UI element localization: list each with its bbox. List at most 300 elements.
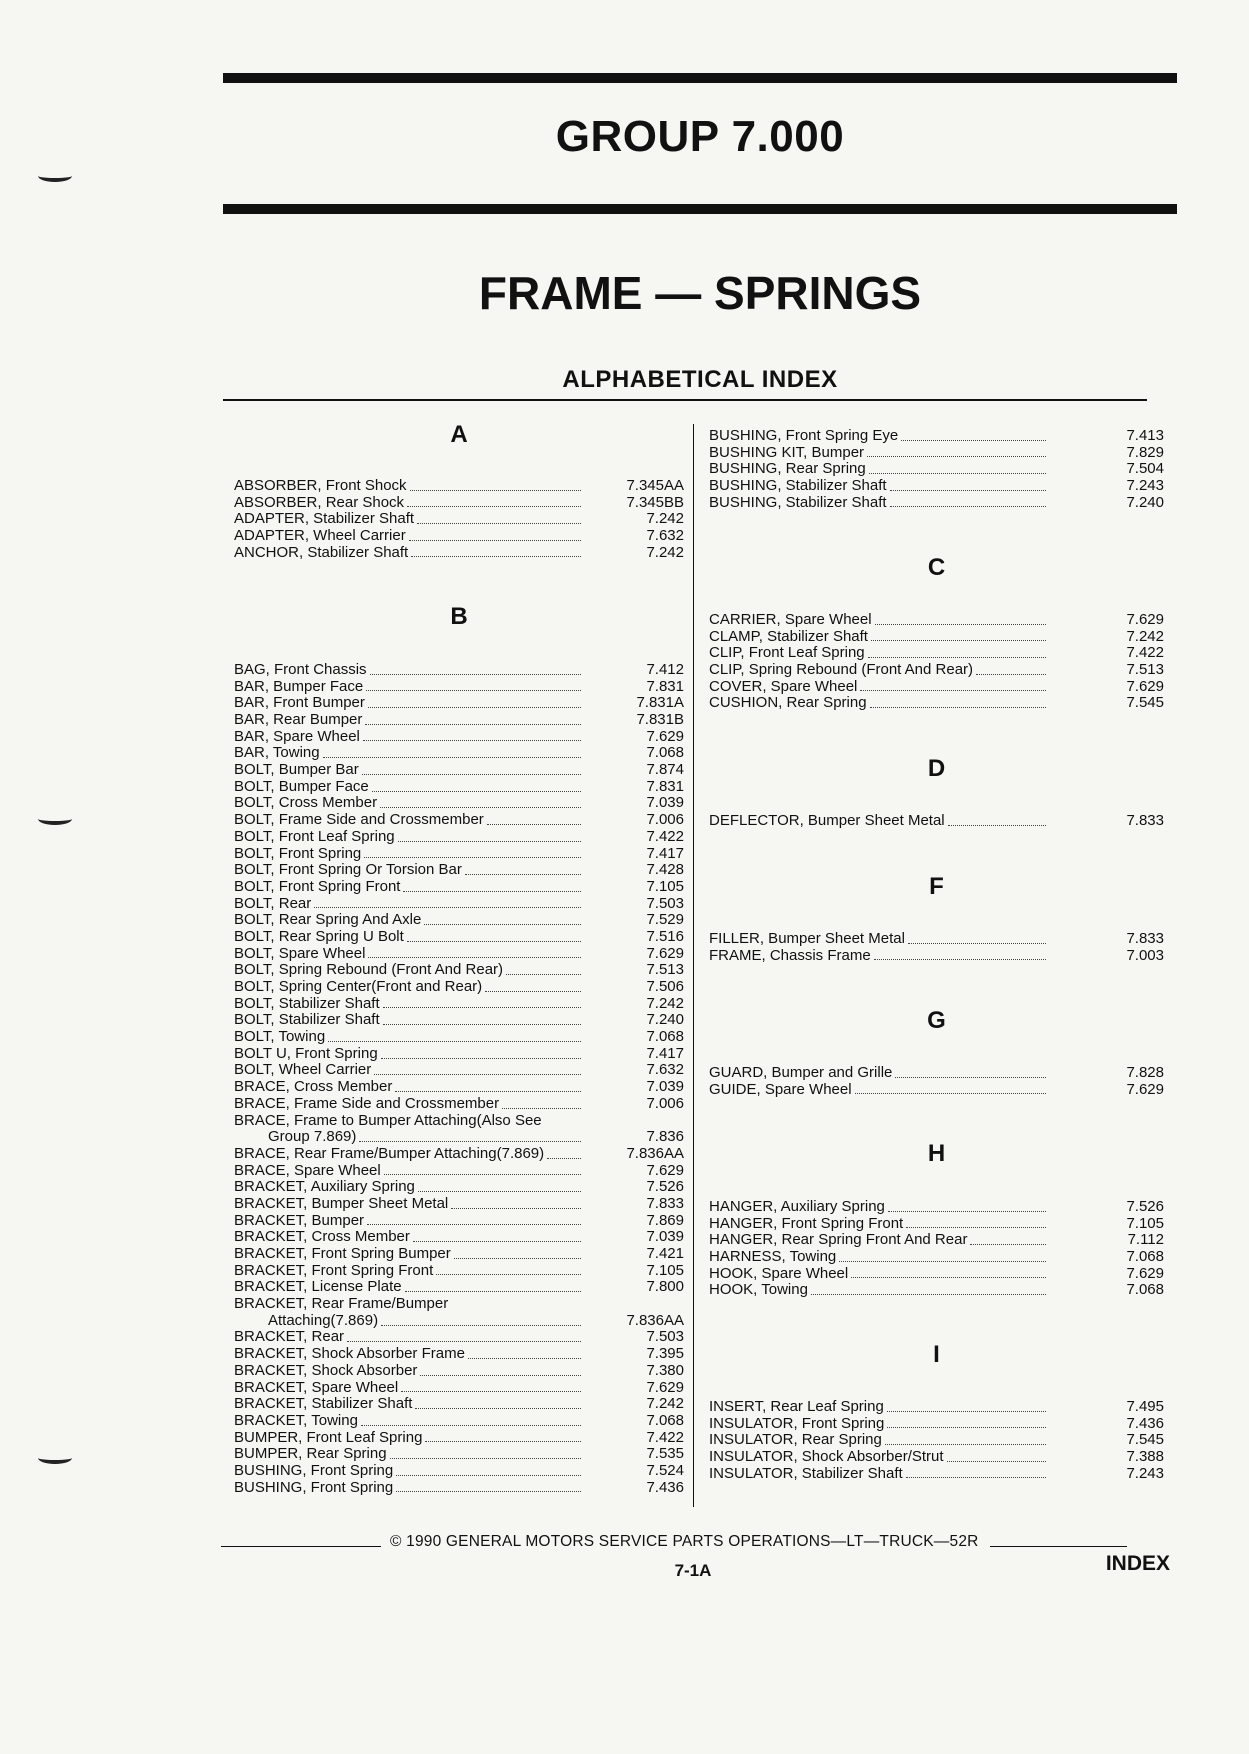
entry-group-number: 7.242 (1126, 627, 1164, 645)
entry-group-number: 7.836AA (626, 1144, 684, 1162)
entry-part-name: BUMPER, Rear Spring (234, 1445, 387, 1463)
entry-part-name: BRACKET, Bumper Sheet Metal (234, 1194, 449, 1212)
index-entry (234, 1413, 684, 1430)
index-entry (709, 1432, 1164, 1449)
section-entries-f (709, 931, 1164, 964)
entry-group-number: 7.068 (1126, 1248, 1164, 1266)
entry-leader-dots (403, 887, 581, 892)
entry-leader-dots (396, 1487, 581, 1492)
entry-part-name: Group 7.869) (268, 1128, 357, 1146)
entry-group-number: 7.105 (646, 1261, 684, 1279)
index-entry (234, 1146, 684, 1163)
entry-group-number: 7.629 (1126, 1080, 1164, 1098)
entry-group-number: 7.242 (646, 994, 684, 1012)
entry-part-name: BOLT, Stabilizer Shaft (234, 1011, 380, 1029)
entry-group-number: 7.800 (646, 1278, 684, 1296)
entry-part-name: HOOK, Spare Wheel (709, 1264, 849, 1282)
section-entries-c (709, 612, 1164, 712)
entry-leader-dots (874, 955, 1046, 960)
index-top-rule (223, 399, 1147, 401)
entry-group-number: 7.632 (646, 1061, 684, 1079)
entry-leader-dots (487, 820, 581, 825)
entry-group-number: 7.524 (646, 1461, 684, 1479)
section-letter-g: G (927, 1007, 946, 1034)
entry-leader-dots (347, 1337, 581, 1342)
index-entry (234, 1213, 684, 1230)
entry-part-name: BRACKET, Front Spring Front (234, 1261, 434, 1279)
entry-group-number: 7.006 (646, 811, 684, 829)
entry-group-number: 7.417 (646, 844, 684, 862)
index-entry (234, 1263, 684, 1280)
entry-group-number: 7.632 (646, 527, 684, 545)
entry-leader-dots (451, 1204, 581, 1209)
section-entries-d (709, 813, 1164, 830)
entry-leader-dots (895, 1073, 1046, 1078)
footer-rule-right (990, 1546, 1127, 1547)
entry-part-name: BOLT, Front Leaf Spring (234, 827, 395, 845)
entry-part-name: BOLT, Rear Spring And Axle (234, 911, 422, 929)
entry-group-number: 7.629 (646, 1378, 684, 1396)
header-bottom-rule (223, 204, 1177, 214)
entry-leader-dots (869, 469, 1046, 474)
entry-part-name: HARNESS, Towing (709, 1248, 837, 1266)
entry-group-number: 7.629 (646, 1161, 684, 1179)
entry-leader-dots (855, 1089, 1046, 1094)
entry-group-number: 7.412 (646, 660, 684, 678)
binder-hole-mark (38, 813, 72, 825)
entry-group-number: 7.039 (646, 794, 684, 812)
entry-part-name: FILLER, Bumper Sheet Metal (709, 929, 905, 947)
entry-leader-dots (328, 1037, 581, 1042)
entry-part-name: BAR, Front Bumper (234, 694, 365, 712)
entry-part-name: BUSHING, Stabilizer Shaft (709, 493, 887, 511)
entry-leader-dots (411, 552, 581, 557)
entry-group-number: 7.828 (1126, 1063, 1164, 1081)
entry-part-name: BUSHING, Rear Spring (709, 460, 866, 478)
index-entry (709, 1249, 1164, 1266)
entry-leader-dots (398, 837, 581, 842)
entry-leader-dots (381, 1321, 581, 1326)
entry-group-number: 7.240 (1126, 493, 1164, 511)
entry-part-name: BOLT, Spring Rebound (Front And Rear) (234, 961, 504, 979)
entry-group-number: 7.535 (646, 1445, 684, 1463)
entry-group-number: 7.068 (1126, 1281, 1164, 1299)
entry-part-name: INSULATOR, Stabilizer Shaft (709, 1464, 903, 1482)
entry-group-number: 7.242 (646, 1395, 684, 1413)
index-entry (709, 1065, 1164, 1082)
index-entry (234, 1380, 684, 1397)
entry-group-number: 7.836AA (626, 1311, 684, 1329)
entry-part-name: BRACKET, Rear (234, 1328, 345, 1346)
index-entry (234, 745, 684, 762)
entry-part-name: ANCHOR, Stabilizer Shaft (234, 543, 409, 561)
entry-leader-dots (890, 502, 1046, 507)
index-entry (234, 1296, 684, 1313)
entry-part-name: BOLT, Bumper Bar (234, 761, 359, 779)
index-entry (234, 846, 684, 863)
section-letter-c: C (927, 554, 946, 581)
entry-leader-dots (454, 1254, 581, 1259)
index-entry (234, 829, 684, 846)
index-entry (234, 962, 684, 979)
index-entry (709, 948, 1164, 965)
entry-part-name: BOLT, Towing (234, 1028, 326, 1046)
entry-group-number: 7.504 (1126, 460, 1164, 478)
entry-leader-dots (405, 1287, 581, 1292)
entry-leader-dots (425, 1437, 581, 1442)
entry-part-name: BRACE, Rear Frame/Bumper Attaching(7.869) (234, 1144, 545, 1162)
index-entry (234, 679, 684, 696)
index-entry (709, 1082, 1164, 1099)
entry-group-number: 7.629 (1126, 677, 1164, 695)
entry-part-name: BUSHING, Front Spring (234, 1461, 394, 1479)
index-entry (234, 729, 684, 746)
index-entry (234, 1279, 684, 1296)
entry-leader-dots (888, 1207, 1046, 1212)
entry-part-name: BOLT, Front Spring Or Torsion Bar (234, 861, 462, 879)
entry-leader-dots (485, 987, 581, 992)
index-entry (234, 1396, 684, 1413)
index-entry (234, 1196, 684, 1213)
entry-leader-dots (323, 753, 581, 758)
entry-part-name: ABSORBER, Rear Shock (234, 493, 405, 511)
entry-leader-dots (465, 870, 581, 875)
entry-leader-dots (976, 670, 1046, 675)
index-entry (709, 1399, 1164, 1416)
entry-group-number: 7.545 (1126, 1431, 1164, 1449)
entry-group-number: 7.516 (646, 927, 684, 945)
entry-part-name: CLIP, Front Leaf Spring (709, 644, 865, 662)
entry-group-number: 7.105 (646, 877, 684, 895)
entry-part-name: ADAPTER, Stabilizer Shaft (234, 510, 415, 528)
entry-group-number: 7.629 (1126, 1264, 1164, 1282)
entry-leader-dots (362, 770, 581, 775)
section-entries-b (234, 662, 684, 1496)
entry-leader-dots (506, 970, 581, 975)
entry-part-name: BRACE, Cross Member (234, 1078, 393, 1096)
index-entry (234, 979, 684, 996)
entry-leader-dots (413, 1237, 581, 1242)
index-entry (709, 428, 1164, 445)
entry-part-name: BAR, Rear Bumper (234, 711, 363, 729)
entry-leader-dots (370, 670, 581, 675)
entry-group-number: 7.003 (1126, 946, 1164, 964)
entry-group-number: 7.421 (646, 1245, 684, 1263)
entry-leader-dots (906, 1473, 1046, 1478)
section-entries-i (709, 1399, 1164, 1482)
entry-part-name: BRACE, Frame Side and Crossmember (234, 1094, 500, 1112)
entry-group-number: 7.068 (646, 1028, 684, 1046)
entry-group-number: 7.345BB (626, 493, 684, 511)
entry-group-number: 7.428 (646, 861, 684, 879)
entry-leader-dots (361, 1421, 581, 1426)
entry-group-number: 7.833 (1126, 929, 1164, 947)
entry-leader-dots (363, 736, 581, 741)
entry-leader-dots (390, 1454, 581, 1459)
entry-leader-dots (890, 486, 1046, 491)
index-entry (234, 929, 684, 946)
entry-group-number: 7.039 (646, 1228, 684, 1246)
index-entry (234, 1096, 684, 1113)
entry-part-name: DEFLECTOR, Bumper Sheet Metal (709, 811, 945, 829)
index-subtitle: ALPHABETICAL INDEX (562, 366, 838, 393)
entry-part-name: BUSHING, Front Spring Eye (709, 426, 899, 444)
section-letter-f: F (929, 873, 944, 900)
entry-part-name: BAG, Front Chassis (234, 660, 367, 678)
entry-group-number: 7.413 (1126, 426, 1164, 444)
entry-group-number: 7.422 (646, 827, 684, 845)
section-entries-a (234, 478, 684, 561)
entry-group-number: 7.831A (636, 694, 684, 712)
entry-group-number: 7.831 (646, 777, 684, 795)
index-entry (234, 946, 684, 963)
entry-leader-dots (887, 1407, 1046, 1412)
index-entry (234, 1363, 684, 1380)
entry-leader-dots (839, 1257, 1046, 1262)
entry-part-name: BRACKET, Towing (234, 1411, 358, 1429)
section-entries-h (709, 1199, 1164, 1299)
entry-group-number: 7.869 (646, 1211, 684, 1229)
entry-leader-dots (908, 939, 1046, 944)
index-entry (709, 1232, 1164, 1249)
entry-group-number: 7.242 (646, 543, 684, 561)
entry-leader-dots (374, 1070, 581, 1075)
entry-leader-dots (468, 1354, 581, 1359)
index-entry (709, 813, 1164, 830)
index-entry (234, 1446, 684, 1463)
entry-group-number: 7.526 (646, 1178, 684, 1196)
entry-part-name: CUSHION, Rear Spring (709, 694, 867, 712)
index-entry (234, 996, 684, 1013)
entry-group-number: 7.422 (1126, 644, 1164, 662)
entry-leader-dots (407, 937, 581, 942)
index-entry (234, 712, 684, 729)
entry-part-name: BRACKET, Cross Member (234, 1228, 410, 1246)
entry-part-name: HANGER, Auxiliary Spring (709, 1197, 885, 1215)
index-entry (709, 662, 1164, 679)
entry-part-name: BRACKET, Shock Absorber Frame (234, 1345, 465, 1363)
entry-leader-dots (383, 1003, 581, 1008)
index-entry (234, 879, 684, 896)
index-entry (234, 1346, 684, 1363)
index-entry (709, 629, 1164, 646)
entry-leader-dots (867, 452, 1046, 457)
entry-part-name: BOLT, Cross Member (234, 794, 378, 812)
entry-leader-dots (851, 1273, 1046, 1278)
entry-group-number: 7.833 (646, 1194, 684, 1212)
entry-part-name: BUSHING, Stabilizer Shaft (709, 477, 887, 495)
entry-leader-dots (396, 1471, 581, 1476)
index-entry (234, 1012, 684, 1029)
index-entry (709, 1449, 1164, 1466)
index-entry (709, 679, 1164, 696)
index-entry (234, 1029, 684, 1046)
entry-group-number: 7.503 (646, 894, 684, 912)
entry-leader-dots (502, 1104, 581, 1109)
entry-leader-dots (365, 720, 581, 725)
index-entry (234, 912, 684, 929)
entry-leader-dots (547, 1154, 581, 1159)
entry-part-name: BRACKET, Shock Absorber (234, 1361, 418, 1379)
entry-part-name: BRACKET, Rear Frame/Bumper (234, 1295, 449, 1313)
entry-part-name: HANGER, Rear Spring Front And Rear (709, 1231, 968, 1249)
entry-group-number: 7.388 (1126, 1448, 1164, 1466)
entry-leader-dots (368, 953, 581, 958)
index-entry (709, 931, 1164, 948)
entry-part-name: BUMPER, Front Leaf Spring (234, 1428, 423, 1446)
index-entry (709, 1466, 1164, 1483)
entry-leader-dots (811, 1290, 1046, 1295)
entry-part-name: BAR, Bumper Face (234, 677, 364, 695)
section-entries-g (709, 1065, 1164, 1098)
entry-leader-dots (451, 1305, 581, 1309)
entry-part-name: GUIDE, Spare Wheel (709, 1080, 852, 1098)
index-entry (709, 1216, 1164, 1233)
entry-group-number: 7.836 (646, 1128, 684, 1146)
index-entry (234, 545, 684, 562)
entry-group-number: 7.506 (646, 978, 684, 996)
entry-part-name: FRAME, Chassis Frame (709, 946, 871, 964)
index-entry (709, 1416, 1164, 1433)
entry-group-number: 7.243 (1126, 1464, 1164, 1482)
index-entry (709, 445, 1164, 462)
entry-leader-dots (948, 821, 1046, 826)
index-entry (234, 762, 684, 779)
entry-part-name: BRACKET, Stabilizer Shaft (234, 1395, 413, 1413)
index-entry (709, 478, 1164, 495)
index-entry (234, 495, 684, 512)
entry-leader-dots (417, 519, 581, 524)
index-entry (234, 1330, 684, 1347)
entry-part-name: BRACKET, Front Spring Bumper (234, 1245, 451, 1263)
entry-part-name: BOLT, Spring Center(Front and Rear) (234, 978, 483, 996)
entry-part-name: BOLT, Spare Wheel (234, 944, 366, 962)
index-entry (709, 1199, 1164, 1216)
entry-part-name: BOLT, Bumper Face (234, 777, 369, 795)
entry-group-number: 7.345AA (626, 476, 684, 494)
entry-part-name: BRACE, Spare Wheel (234, 1161, 381, 1179)
entry-part-name: BRACKET, Bumper (234, 1211, 365, 1229)
index-entry (709, 461, 1164, 478)
index-entry (234, 1129, 684, 1146)
entry-part-name: INSULATOR, Front Spring (709, 1414, 885, 1432)
index-entry (234, 1079, 684, 1096)
section-entries-b-cont (709, 428, 1164, 511)
entry-leader-dots (384, 1170, 581, 1175)
entry-leader-dots (401, 1387, 581, 1392)
entry-leader-dots (947, 1457, 1046, 1462)
entry-group-number: 7.039 (646, 1078, 684, 1096)
entry-leader-dots (875, 620, 1046, 625)
entry-leader-dots (424, 920, 581, 925)
entry-leader-dots (860, 686, 1046, 691)
index-entry (234, 1463, 684, 1480)
entry-leader-dots (887, 1423, 1046, 1428)
entry-part-name: BUSHING, Front Spring (234, 1478, 394, 1496)
index-entry (234, 662, 684, 679)
index-entry (234, 1046, 684, 1063)
entry-part-name: INSERT, Rear Leaf Spring (709, 1397, 884, 1415)
entry-leader-dots (870, 703, 1046, 708)
entry-part-name: BAR, Towing (234, 744, 320, 762)
entry-leader-dots (410, 486, 581, 491)
entry-part-name: BOLT U, Front Spring (234, 1044, 378, 1062)
header-top-rule (223, 73, 1177, 83)
entry-part-name: ADAPTER, Wheel Carrier (234, 527, 406, 545)
entry-part-name: BUSHING KIT, Bumper (709, 443, 865, 461)
entry-leader-dots (364, 853, 581, 858)
entry-part-name: CLAMP, Stabilizer Shaft (709, 627, 868, 645)
entry-group-number: 7.417 (646, 1044, 684, 1062)
entry-leader-dots (871, 636, 1046, 641)
entry-group-number: 7.436 (1126, 1414, 1164, 1432)
entry-group-number: 7.380 (646, 1361, 684, 1379)
entry-part-name: BOLT, Wheel Carrier (234, 1061, 372, 1079)
entry-part-name: Attaching(7.869) (268, 1311, 379, 1329)
entry-leader-dots (418, 1187, 581, 1192)
entry-part-name: BAR, Spare Wheel (234, 727, 360, 745)
entry-part-name: BOLT, Frame Side and Crossmember (234, 811, 484, 829)
binder-hole-mark (38, 170, 72, 182)
index-entry (234, 812, 684, 829)
entry-group-number: 7.243 (1126, 477, 1164, 495)
entry-leader-dots (409, 536, 581, 541)
entry-leader-dots (868, 653, 1046, 658)
entry-group-number: 7.006 (646, 1094, 684, 1112)
entry-leader-dots (367, 1220, 581, 1225)
entry-group-number: 7.529 (646, 911, 684, 929)
index-entry (234, 1246, 684, 1263)
entry-part-name: CLIP, Spring Rebound (Front And Rear) (709, 661, 974, 679)
entry-part-name: BRACKET, Spare Wheel (234, 1378, 399, 1396)
entry-part-name: BOLT, Rear (234, 894, 312, 912)
group-title: GROUP 7.000 (555, 112, 845, 161)
entry-leader-dots (314, 903, 581, 908)
entry-part-name: HOOK, Towing (709, 1281, 808, 1299)
index-entry (234, 1480, 684, 1497)
section-letter-b: B (450, 603, 468, 630)
entry-leader-dots (906, 1223, 1046, 1228)
index-entry (234, 796, 684, 813)
entry-part-name: HANGER, Front Spring Front (709, 1214, 904, 1232)
page-number: 7-1A (674, 1561, 712, 1580)
entry-part-name: INSULATOR, Rear Spring (709, 1431, 882, 1449)
entry-leader-dots (359, 1137, 581, 1142)
entry-group-number: 7.545 (1126, 694, 1164, 712)
index-entry (709, 1266, 1164, 1283)
entry-group-number: 7.629 (646, 727, 684, 745)
index-entry (234, 528, 684, 545)
entry-group-number: 7.513 (1126, 661, 1164, 679)
section-letter-i: I (933, 1341, 940, 1368)
entry-part-name: BOLT, Stabilizer Shaft (234, 994, 380, 1012)
index-entry (234, 1163, 684, 1180)
entry-group-number: 7.112 (1127, 1231, 1164, 1249)
index-entry (234, 1113, 684, 1130)
entry-part-name: ABSORBER, Front Shock (234, 476, 407, 494)
entry-group-number: 7.395 (646, 1345, 684, 1363)
entry-part-name: INSULATOR, Shock Absorber/Strut (709, 1448, 944, 1466)
entry-leader-dots (395, 1087, 581, 1092)
entry-group-number: 7.831 (646, 677, 684, 695)
entry-group-number: 7.874 (646, 761, 684, 779)
entry-group-number: 7.436 (646, 1478, 684, 1496)
column-divider (693, 424, 694, 1507)
entry-leader-dots (436, 1270, 581, 1275)
entry-group-number: 7.105 (1126, 1214, 1164, 1232)
entry-part-name: BRACE, Frame to Bumper Attaching(Also See (234, 1111, 542, 1129)
index-entry (709, 645, 1164, 662)
